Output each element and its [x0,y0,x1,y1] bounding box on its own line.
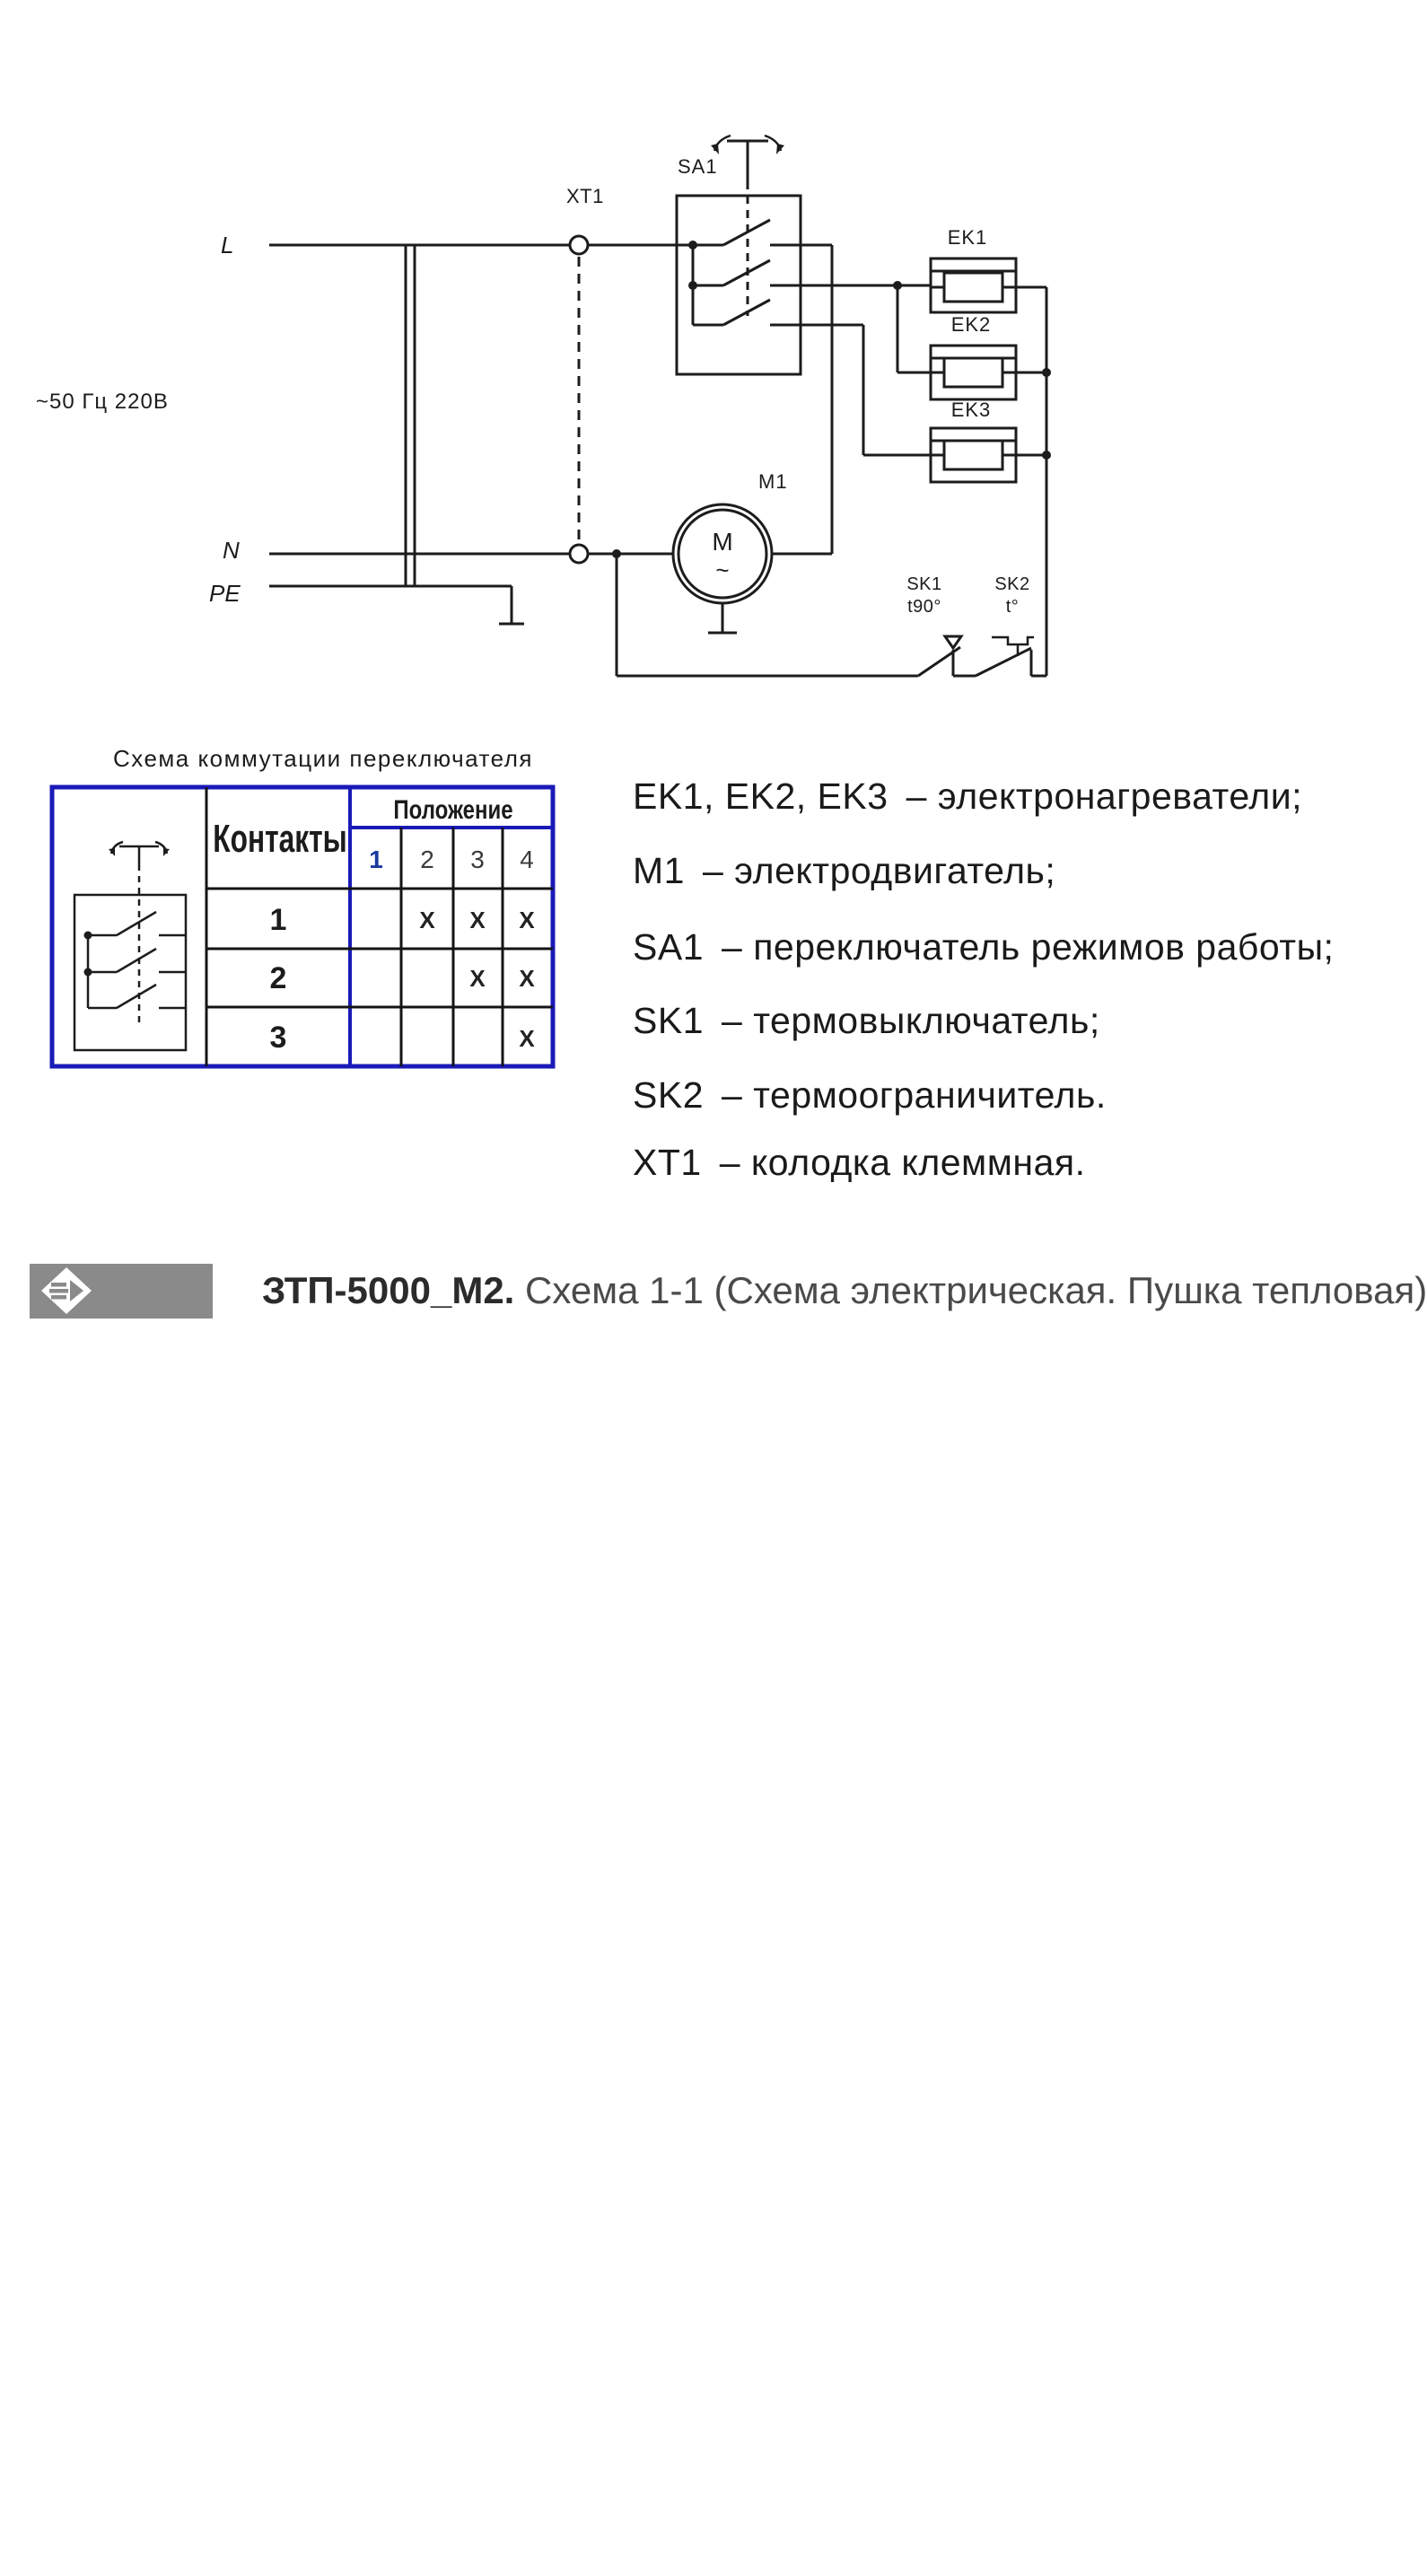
sa1-label: SA1 [678,155,718,178]
motor-letter: M [712,528,733,556]
footer-subtitle-text: Схема 1-1 (Схема электрическая. Пушка тепловая) [525,1269,1427,1311]
table-switch-symbol [74,842,186,1050]
sa1-contact-2 [723,260,770,285]
ek2-label: EK2 [950,313,992,336]
footer-subtitle [525,1269,1427,1311]
sk2-label: SK2 [994,574,1030,594]
contacts-header: Контакты [213,817,347,861]
position-col-2: 2 [420,846,434,873]
xt1-terminal-bottom [570,545,588,563]
legend-description: – термоограничитель. [722,1074,1107,1116]
ek1-heater [931,258,1016,312]
xt1-terminal-block [570,236,588,563]
legend-term: SA1 [633,926,704,968]
contact-row-1: 1 [269,903,287,937]
sk2-thermal-limiter [976,637,1046,676]
xt1-label: XT1 [566,185,604,207]
ek3-heater [931,428,1016,482]
mark-r2c3: X [469,965,486,992]
supply-label: ~50 Гц 220В [36,390,169,414]
xt1-terminal-top [570,236,588,254]
legend-item-sk1 [633,1000,1100,1042]
sk1-thermal-switch [918,636,976,676]
footer-title [262,1269,1427,1312]
position-col-3: 3 [470,846,485,873]
contact-row-2: 2 [269,961,287,995]
sk2-temp-label: t° [1005,597,1020,617]
legend-description: – термовыключатель; [722,1000,1100,1041]
supply-lines [269,245,723,624]
line-pe-label: PE [209,580,241,607]
ek1-label: EK1 [947,226,988,249]
sk1-temp-label: t90° [907,597,941,617]
position-col-1: 1 [369,846,383,873]
mark-r1c4: X [519,907,535,933]
contact-row-3: 3 [269,1021,287,1055]
ek3-label: EK3 [950,399,992,421]
line-l-label: L [221,232,234,258]
motor-tilde: ~ [715,556,730,583]
footer-model: ЗТП-5000_М2. [262,1269,515,1311]
mark-r1c3: X [469,907,486,933]
position-col-4: 4 [520,846,534,873]
legend-term: XT1 [633,1142,702,1183]
brand-diamond-icon [39,1264,94,1319]
mark-r2c4: X [519,965,535,992]
line-n-label: N [223,537,240,564]
brand-name: ЗУБР [119,2536,223,2575]
position-header: Положение [393,795,513,825]
switch-table-title: Схема коммутации переключателя [112,745,534,772]
m1-label: M1 [758,470,788,493]
legend-description: – переключатель режимов работы; [722,926,1335,968]
legend-term: М1 [633,850,685,891]
brand-logo-box [30,1264,223,2575]
legend-item-ek [633,775,1302,818]
legend-description: – колодка клеммная. [719,1142,1086,1183]
legend-item-sa1 [633,926,1334,968]
ek2-heater [931,346,1016,399]
mark-r1c2: X [419,907,435,933]
legend-item-sk2 [633,1074,1107,1117]
sk1-label: SK1 [906,574,942,594]
legend-term: SK1 [633,1000,704,1041]
legend-term: SK2 [633,1074,704,1116]
legend-term: EK1, EK2, EK3 [633,775,889,817]
mark-r3c4: X [519,1025,535,1052]
legend-description: – электродвигатель; [702,850,1056,891]
legend-description: – электронагреватели; [906,775,1302,817]
legend-item-m1 [633,850,1055,892]
legend-item-xt1 [633,1142,1085,1184]
